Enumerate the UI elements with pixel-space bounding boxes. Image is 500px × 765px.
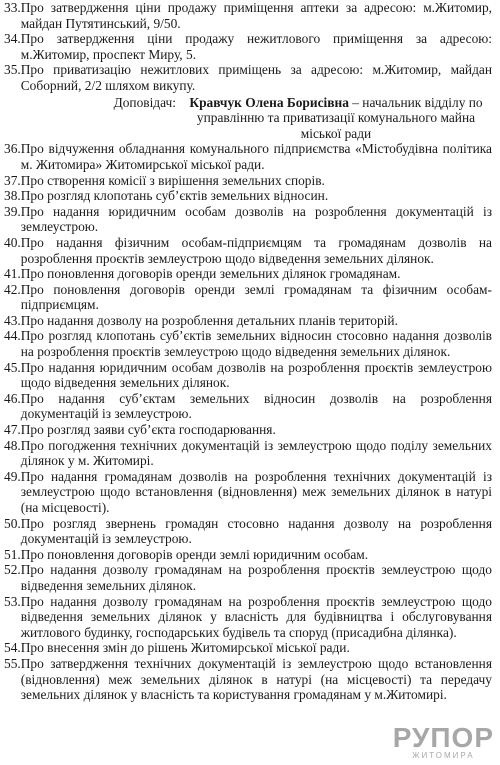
rupor-watermark-logo	[392, 722, 494, 761]
agenda-list-before	[4, 0, 492, 94]
agenda-item	[4, 391, 492, 422]
agenda-item	[4, 282, 492, 313]
agenda-item-number: 41.	[4, 266, 21, 282]
agenda-item-text: Про затвердження технічних документацій із землеустрою щодо встановлення (відновлення) меж земельних ділянок в натурі (на місцевості) та передачу земельних ділянок у власність та користування громадянам у м.Житомирі.	[20, 655, 492, 703]
agenda-item-text: Про поновлення договорів оренди землі юридичним особам.	[20, 546, 369, 562]
agenda-item-number: 47.	[4, 422, 21, 438]
agenda-item	[4, 173, 492, 189]
agenda-item	[4, 640, 492, 656]
agenda-item-text: Про поновлення договорів оренди земельних ділянок громадянам.	[20, 266, 401, 282]
agenda-item	[4, 594, 492, 641]
agenda-item-number: 45.	[4, 359, 21, 375]
agenda-item-text: Про затвердження ціни продажу нежитлового приміщення за адресою: м.Житомир, проспект Миру, 5.	[20, 31, 492, 62]
agenda-item-number: 50.	[4, 515, 21, 531]
agenda-item-text: Про розгляд клопотань суб’єктів земельних відносин стосовно надання дозволів на розроблення проєктів землеустрою щодо відведення земельних ділянок.	[20, 328, 492, 360]
agenda-item	[4, 266, 492, 282]
agenda-item	[4, 469, 492, 516]
agenda-item-text: Про розгляд звернень громадян стосовно надання дозволу на розроблення документацій із землеустрою.	[20, 515, 492, 547]
agenda-item-number: 35.	[4, 62, 21, 78]
agenda-item	[4, 313, 492, 329]
agenda-item-number: 39.	[4, 203, 21, 219]
agenda-item	[4, 204, 492, 235]
agenda-item-number: 43.	[4, 312, 21, 328]
agenda-item-text: Про надання громадянам дозволів на розроблення технічних документацій із землеустрою щодо встановлення (відновлення) меж земельних ділянок в натурі (на місцевості).	[20, 468, 492, 515]
agenda-item-text: Про приватизацію нежитлових приміщень за адресою: м.Житомир, майдан Соборний, 2/2 шляхом викупу.	[20, 62, 492, 93]
agenda-item	[4, 438, 492, 469]
agenda-item-text: Про відчуження обладнання комунального підприємства «Містобудівна політика м. Житомира» Житомирської міської ради.	[20, 141, 492, 172]
agenda-list-after	[4, 141, 492, 702]
watermark-sub-text: ЖИТОМИРА	[412, 751, 475, 760]
agenda-item-text: Про розгляд клопотань суб’єктів земельних відносин.	[20, 188, 329, 204]
agenda-item	[4, 562, 492, 593]
agenda-item-text: Про надання дозволу на розроблення детальних планів територій.	[20, 312, 398, 328]
agenda-item	[4, 516, 492, 547]
agenda-item-number: 53.	[4, 593, 21, 609]
agenda-item-text: Про розгляд заяви суб’єкта господарювання.	[20, 422, 276, 438]
speaker-position: – начальник відділу по управлінню та приватизації комунального майна міської ради	[196, 94, 483, 141]
agenda-item-text: Про погодження технічних документацій із землеустрою щодо поділу земельних ділянок у м. Житомирі.	[20, 437, 492, 469]
agenda-item-number: 40.	[4, 234, 21, 250]
watermark-main-text: РУПОР	[392, 722, 494, 753]
agenda-item	[4, 188, 492, 204]
agenda-item	[4, 235, 492, 266]
agenda-item-number: 51.	[4, 546, 21, 562]
agenda-item-number: 52.	[4, 562, 21, 578]
agenda-item-number: 33.	[4, 0, 21, 15]
speaker-body	[180, 95, 492, 142]
agenda-item-number: 42.	[4, 281, 21, 297]
agenda-item	[4, 0, 492, 31]
agenda-item-text: Про надання юридичним особам дозволів на розроблення документацій із землеустрою.	[20, 203, 492, 235]
speaker-block	[4, 95, 492, 142]
agenda-item-text: Про поновлення договорів оренди землі громадянам та фізичним особам-підприємцям.	[20, 281, 492, 313]
agenda-item	[4, 656, 492, 703]
agenda-document	[4, 0, 492, 703]
agenda-item	[4, 141, 492, 172]
agenda-item-text: Про надання суб’єктам земельних відносин дозволів на розроблення документацій із землеустрою.	[20, 390, 492, 422]
agenda-item-number: 44.	[4, 328, 21, 344]
agenda-item-text: Про внесення змін до рішень Житомирської міської ради.	[20, 640, 350, 656]
agenda-item	[4, 547, 492, 563]
agenda-item-text: Про надання фізичним особам-підприємцям та громадянам дозволів на розроблення проєктів землеустрою щодо відведення земельних ділянок.	[20, 234, 492, 266]
agenda-item	[4, 422, 492, 438]
agenda-item	[4, 62, 492, 93]
speaker-name: Кравчук Олена Борисівна	[189, 94, 349, 110]
agenda-item-number: 55.	[4, 655, 21, 671]
agenda-item	[4, 328, 492, 359]
agenda-item	[4, 31, 492, 62]
agenda-item-text: Про надання дозволу громадянам на розроблення проєктів землеустрою щодо відведення земельних ділянок.	[20, 562, 492, 593]
agenda-item-number: 54.	[4, 640, 21, 656]
agenda-item	[4, 360, 492, 391]
agenda-item-number: 36.	[4, 141, 21, 157]
agenda-item-number: 46.	[4, 390, 21, 406]
agenda-item-text: Про надання дозволу громадянам на розроблення проєктів землеустрою щодо відведення земельних ділянок у власність для будівництва і обслуговування житлового будинку, господарських будівель та споруд (присадибна ділянка).	[20, 593, 492, 640]
agenda-item-number: 38.	[4, 188, 21, 204]
agenda-item-number: 48.	[4, 437, 21, 453]
agenda-item-number: 34.	[4, 31, 21, 47]
agenda-item-number: 49.	[4, 468, 21, 484]
agenda-item-text: Про надання юридичним особам дозволів на розроблення проєктів землеустрою щодо відведення земельних ділянок.	[20, 359, 492, 391]
agenda-item-number: 37.	[4, 172, 21, 188]
agenda-item-text: Про створення комісії з вирішення земельних спорів.	[20, 172, 325, 188]
agenda-item-text: Про затвердження ціни продажу приміщення аптеки за адресою: м.Житомир, майдан Путятинський, 9/50.	[20, 0, 492, 31]
speaker-role-label: Доповідач:	[113, 94, 176, 110]
